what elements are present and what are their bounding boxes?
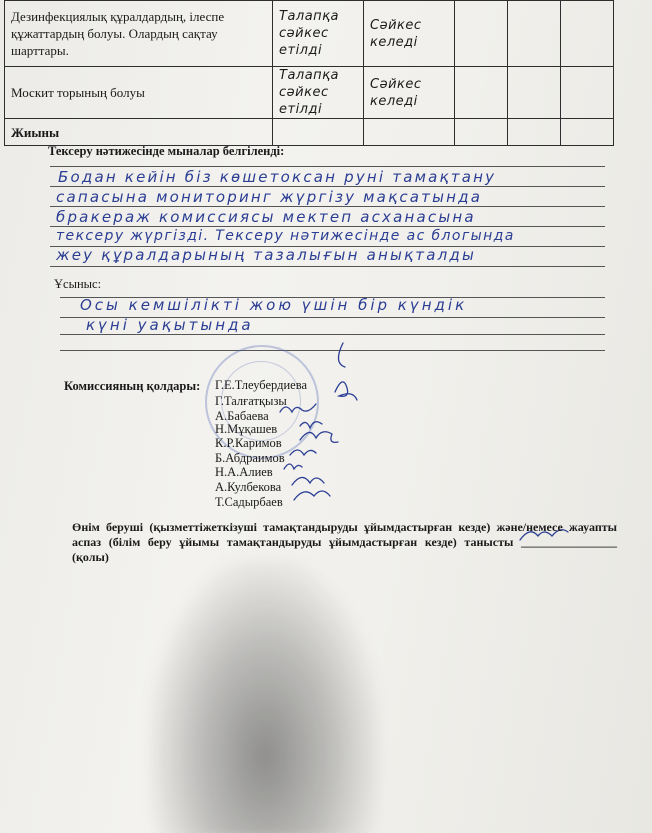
finding-line: тексеру жүргізді. Тексеру нәтижесінде ас блогында xyxy=(56,228,515,244)
member-name: Т.Садырбаев xyxy=(215,495,283,509)
row-label: Жиыны xyxy=(5,119,273,146)
proposal-line: Осы кемшілікті жою үшін бір күндік xyxy=(80,296,468,314)
finding-line: жеу құралдарының тазалығын анықталды xyxy=(56,246,477,264)
row-value: Сәйкес келеді xyxy=(364,67,455,119)
member-name: Г.Талғатқызы xyxy=(215,394,287,408)
member-name: К.Р.Каримов xyxy=(215,436,282,450)
commission-label: Комиссияның қолдары: xyxy=(64,379,201,393)
finding-line: сапасына мониторинг жүргізу мақсатында xyxy=(56,188,483,206)
proposal-label: Ұсыныс: xyxy=(54,277,102,291)
finding-line: бракераж комиссиясы мектеп асханасына xyxy=(56,208,476,226)
row-value: Талапқа сәйкес етілді xyxy=(273,1,364,67)
member-name: Г.Е.Тлеубердиева xyxy=(215,378,307,392)
member-name: Н.Мұқашев xyxy=(215,422,278,436)
row-value: Талапқа сәйкес етілді xyxy=(273,67,364,119)
member-name: Б.Абдраимов xyxy=(215,451,285,465)
row-value: Сәйкес келеді xyxy=(364,1,455,67)
row-label: Москит торының болуы xyxy=(5,67,273,119)
row-label: Дезинфекциялық құралдардың, ілеспе құжаттардың болуы. Олардың сақтау шарттары. xyxy=(5,1,273,67)
member-name: Н.А.Алиев xyxy=(215,465,273,479)
footer-note: Өнім беруші (қызметтіжеткізуші тамақтандыруды ұйымдастырған кезде) және/немесе жауапты аспаз (білім беру ұйымы тамақтандыруды ұйымдастырған кезде) танысты ________________ (қолы) xyxy=(72,520,617,564)
finding-line: Бодан кейін біз көшетоксан руні тамақтану xyxy=(58,168,497,186)
findings-label: Тексеру нәтижесінде мыналар белгіленді: xyxy=(48,144,285,158)
member-name: А.Кулбекова xyxy=(215,480,282,494)
member-name: А.Бабаева xyxy=(215,409,269,423)
proposal-line: күні уақытында xyxy=(86,316,254,334)
